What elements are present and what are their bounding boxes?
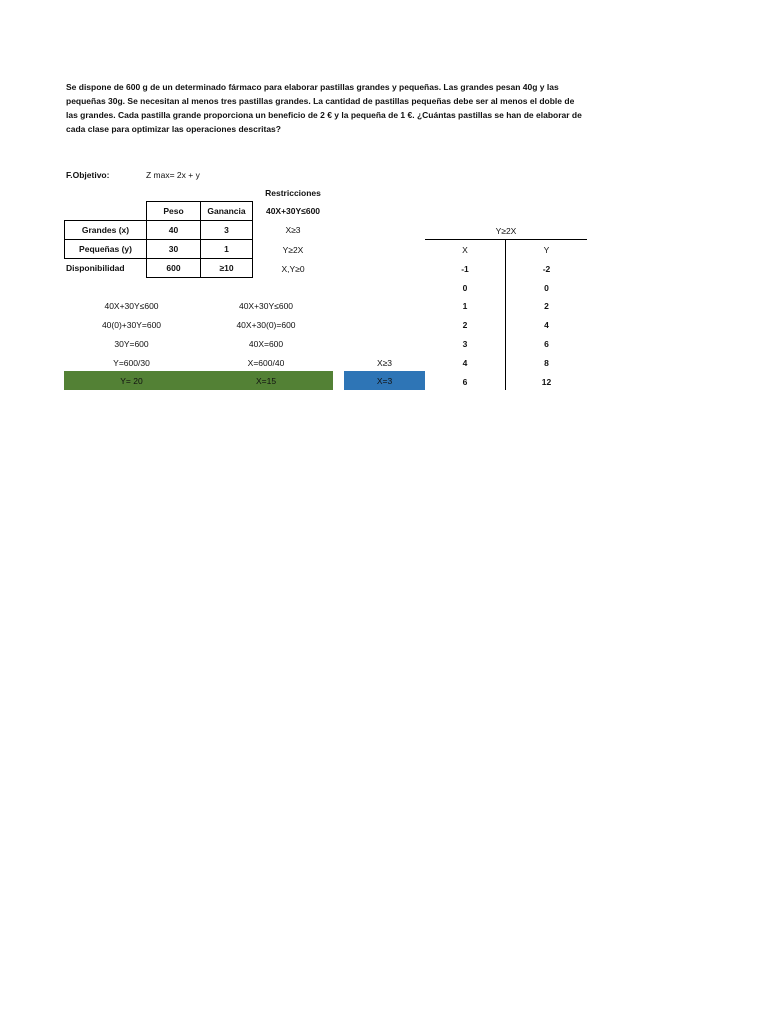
calc-y-step: 40(0)+30Y=600: [101, 320, 162, 330]
calc-x3-step: X≥3: [376, 358, 393, 368]
xy-cell-x: 2: [462, 320, 468, 330]
xy-cell-x: 4: [462, 358, 468, 368]
calc-y-step: 40X+30Y≤600: [104, 301, 159, 311]
calc-x-step: 40X+30(0)=600: [236, 320, 296, 330]
xy-cell-y: 0: [544, 283, 549, 293]
calc-y-step: 30Y=600: [114, 339, 149, 349]
restriction-item: Y≥2X: [282, 245, 304, 255]
table-cell: 30: [146, 239, 201, 259]
table-cell: 1: [200, 239, 253, 259]
calc-x-step: X=600/40: [247, 358, 285, 368]
restrictions-header: Restricciones: [265, 188, 321, 198]
table-row-label: Disponibilidad: [66, 263, 125, 273]
xy-cell-y: 4: [544, 320, 549, 330]
xy-cell-x: 6: [462, 377, 468, 387]
xy-cell-y: 12: [541, 377, 552, 387]
xy-cell-y: 8: [544, 358, 549, 368]
result-y: Y= 20: [64, 371, 199, 390]
xy-table-top-rule: [425, 239, 587, 240]
calc-x-step: 40X=600: [248, 339, 284, 349]
table-header-peso: Peso: [146, 201, 201, 221]
restriction-item: X,Y≥0: [281, 264, 305, 274]
table-cell: 3: [200, 220, 253, 240]
xy-cell-x: 1: [462, 301, 468, 311]
xy-cell-x: 3: [462, 339, 468, 349]
table-cell: 600: [146, 258, 201, 278]
xy-header-y: Y: [543, 245, 550, 255]
restriction-item: 40X+30Y≤600: [265, 206, 321, 216]
xy-cell-y: 6: [544, 339, 549, 349]
xy-cell-y: 2: [544, 301, 549, 311]
problem-statement: Se dispone de 600 g de un determinado fármaco para elaborar pastillas grandes y pequeñas. Las grandes pesan 40g y las pequeñas 30g. Se necesitan al menos tres pastillas grandes. La cantidad de pastillas pequeñas debe ser al menos el doble de las grandes. Cada pastilla grande proporciona un beneficio de 2 € y la pequeña de 1 €. ¿Cuántas pastillas se han de elaborar de cada clase para optimizar las operaciones descritas?: [66, 82, 582, 134]
restriction-item: X≥3: [285, 225, 301, 235]
xy-cell-y: -2: [542, 264, 551, 274]
result-x3: X=3: [344, 371, 425, 390]
xy-table-title: Y≥2X: [495, 226, 517, 236]
table-row-label: Grandes (x): [64, 220, 147, 240]
table-header-ganancia: Ganancia: [200, 201, 253, 221]
objective-label: F.Objetivo:: [66, 170, 110, 180]
table-cell: ≥10: [200, 258, 253, 278]
calc-y-step: Y=600/30: [113, 358, 150, 368]
xy-cell-x: 0: [462, 283, 468, 293]
table-row-label: Pequeñas (y): [64, 239, 147, 259]
xy-cell-x: -1: [461, 264, 469, 274]
result-x: X=15: [199, 371, 333, 390]
objective-formula: Z max= 2x + y: [146, 170, 200, 180]
table-cell: 40: [146, 220, 201, 240]
calc-x-step: 40X+30Y≤600: [238, 301, 294, 311]
xy-header-x: X: [462, 245, 468, 255]
